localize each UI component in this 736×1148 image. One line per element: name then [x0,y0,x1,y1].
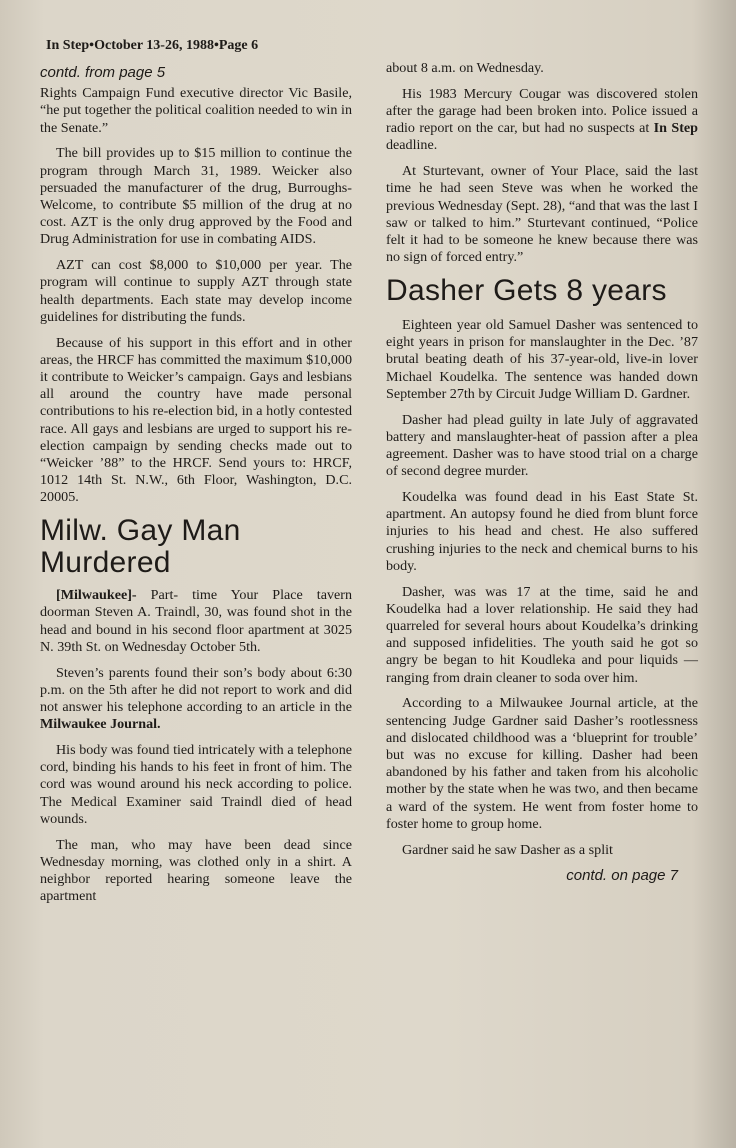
article-paragraph [40,665,352,734]
article-paragraph: At Sturtevant, owner of Your Place, said the last time he had seen Steve was when he worked the previous Wednesday (Sept. 28), “and that was the last I saw or talked to him.” Sturtevant continued, “Police felt it had to be someone he knew because there was no sign of forced entry.” [386,163,698,266]
paragraph-text: deadline. [386,137,438,154]
continued-on-label: contd. on page 7 [566,867,678,885]
article-paragraph: Because of his support in this effort and in other areas, the HRCF has committed the maximum $10,000 it contribute to Weicker’s campaign. Gays and lesbians all around the country have made personal contributions to his re-election bid, in a hotly contested race. All gays and lesbians are urged to support his re-election campaign by sending checks made out to “Weicker ’88” to the HRCF. Send yours to: HRCF, 1012 14th St. N.W., 6th Floor, Washington, D.C. 20005. [40,334,352,506]
article-paragraph: Rights Campaign Fund executive director Vic Basile, “he put together the political coalition needed to win in the Senate.” [40,85,352,136]
headline-milw-gay-man-murdered: Milw. Gay Man Murdered [40,514,241,580]
article-paragraph: Koudelka was found dead in his East State St. apartment. An autopsy found he died from blunt force injuries to his head and chest. He also suffered crushing injuries to the neck and chemical burns to his body. [386,489,698,574]
article-paragraph: Dasher had plead guilty in late July of aggravated battery and manslaughter-heat of passion after a plea agreement. Dasher was to have stood trial on a charge of second degree murder. [386,411,698,480]
article-paragraph: about 8 a.m. on Wednesday. [386,60,544,76]
page-header: In Step•October 13-26, 1988•Page 6 [46,38,259,53]
article-paragraph: Gardner said he saw Dasher as a split [402,841,613,858]
article-paragraph [386,86,698,155]
headline-dasher-gets-8-years: Dasher Gets 8 years [386,274,667,308]
right-column [386,60,698,893]
article-paragraph: Dasher, was was 17 at the time, said he and Koudelka had a lover relationship. He said they had quarreled for several hours about Koudelka’s drinking and supposed infidelities. The youth said he got so angry be began to hit Koudleka and pour liquids — ranging from drain cleaner to soda over him. [386,583,698,686]
continued-from-label: contd. from page 5 [40,64,166,81]
article-paragraph: According to a Milwaukee Journal article, at the sentencing Judge Gardner said Dasher’s rootlessness and dislocated childhood was a ‘blueprint for trouble’ but was no excuse for killing. Dasher had been abandoned by his father and taken from his alcoholic mother by the state when he was two, and then became a ward of the system. He went from foster home to foster home to group home. [386,695,698,832]
left-column [40,64,352,914]
article-paragraph: AZT can cost $8,000 to $10,000 per year. The program will continue to supply AZT through state health departments. Each state may develop income guidelines for distributing the funds. [40,257,352,325]
article-paragraph: His body was found tied intricately with a telephone cord, binding his hands to his feet in front of him. The cord was wound around his neck according to police. The Medical Examiner said Traindl died of head wounds. [40,742,352,827]
article-paragraph [40,587,352,656]
article-paragraph: Eighteen year old Samuel Dasher was sentenced to eight years in prison for manslaughter in the Dec. ’87 brutal beating death of his 37-year-old, live-in lover Michael Koudelka. The sentence was handed down September 27th by Circuit Judge William D. Gardner. [386,317,698,402]
dateline: [Milwaukee]- [56,587,137,604]
paragraph-text: Part- time Your Place tavern doorman Steven A. Traindl, 30, was found shot in the head and bound in his second floor apartment at 3025 N. 39th St. on Wednesday October 5th. [40,587,352,655]
article-paragraph: The bill provides up to $15 million to continue the program through March 31, 1989. Weicker also persuaded the manufacturer of the drug, Burroughs-Welcome, to contribute $5 million of the drug at no cost. AZT is the only drug approved by the Food and Drug Administration for use in combating AIDS. [40,145,352,248]
article-paragraph: The man, who may have been dead since Wednesday morning, was clothed only in a shirt. A neighbor reported hearing someone leave the apartment [40,836,352,905]
paragraph-text: His 1983 Mercury Cougar was discovered stolen after the garage had been broken into. Police issued a radio report on the car, but had no suspects at [386,85,698,137]
newspaper-name: Milwaukee Journal. [40,716,161,733]
paragraph-text: Steven’s parents found their son’s body about 6:30 p.m. on the 5th after he did not report to work and did not answer his telephone according to an article in the [40,664,352,716]
newspaper-name: In Step [653,120,698,137]
